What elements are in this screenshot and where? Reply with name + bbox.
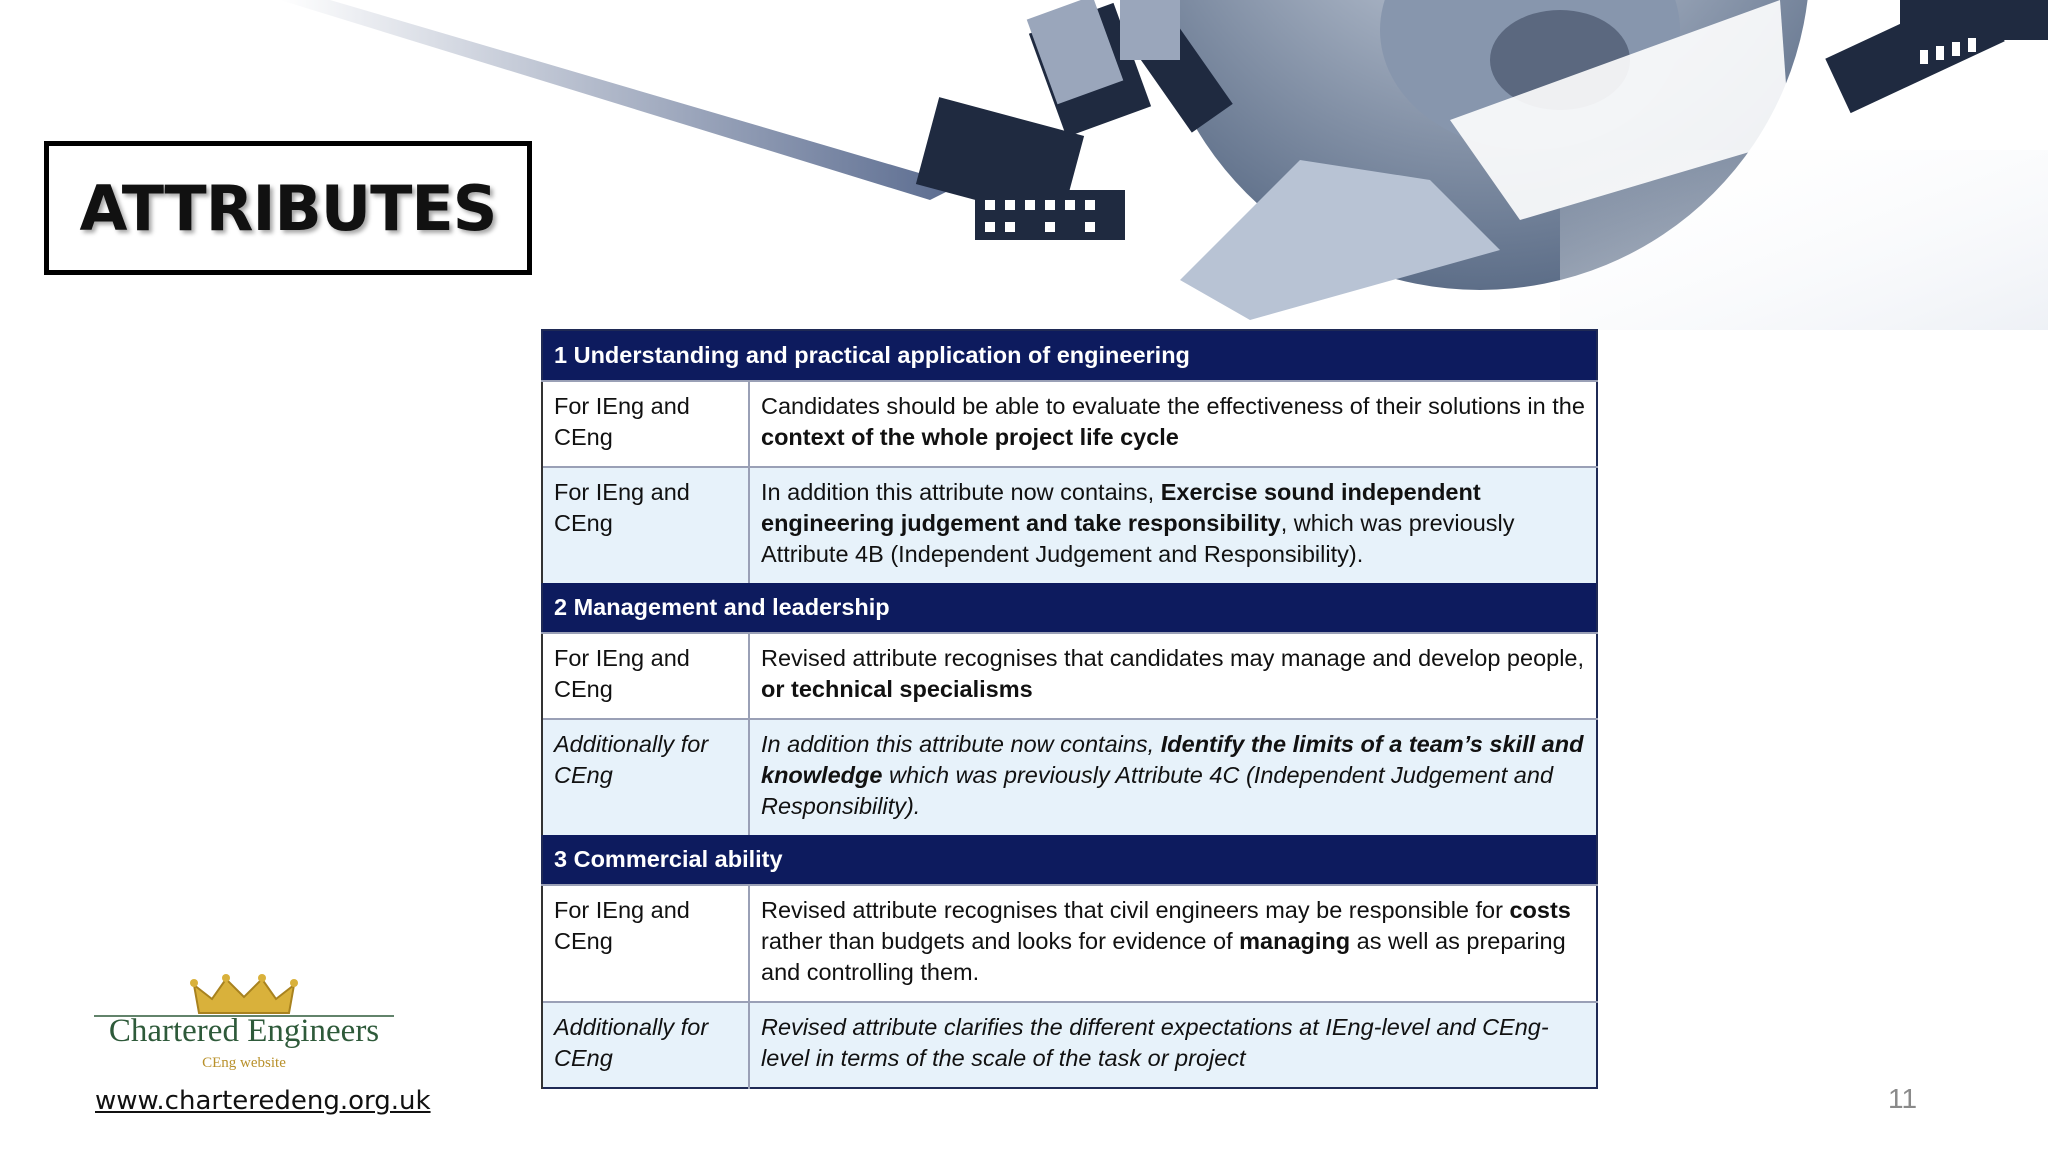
applies-to-cell: Additionally for CEng <box>542 1002 749 1088</box>
description-cell: In addition this attribute now contains, Exercise sound independent engineering judgement and take responsibility, which was previously Attribute 4B (Independent Judgement and Responsibility). <box>749 467 1597 583</box>
table-row <box>542 633 1597 719</box>
description-cell: Revised attribute recognises that candidates may manage and develop people, or technical specialisms <box>749 633 1597 719</box>
applies-to-cell: For IEng and CEng <box>542 467 749 583</box>
section-header-row <box>542 835 1597 885</box>
table-row <box>542 1002 1597 1088</box>
applies-to-cell: For IEng and CEng <box>542 633 749 719</box>
section-header: 2 Management and leadership <box>542 583 1597 633</box>
section-header: 1 Understanding and practical application of engineering <box>542 330 1597 381</box>
description-cell: In addition this attribute now contains, Identify the limits of a team’s skill and knowledge which was previously Attribute 4C (Independent Judgement and Responsibility). <box>749 719 1597 835</box>
section-header: 3 Commercial ability <box>542 835 1597 885</box>
table-row <box>542 381 1597 467</box>
table-row <box>542 885 1597 1002</box>
logo-name: Chartered Engineers <box>108 1013 380 1049</box>
section-header-row <box>542 330 1597 381</box>
description-cell: Candidates should be able to evaluate the effectiveness of their solutions in the context of the whole project life cycle <box>749 381 1597 467</box>
website-link[interactable]: www.charteredeng.org.uk <box>95 1086 431 1116</box>
table-row <box>542 719 1597 835</box>
chartered-engineers-logo <box>94 973 394 1078</box>
page-number: 11 <box>1888 1083 1918 1114</box>
description-cell: Revised attribute recognises that civil engineers may be responsible for costs rather than budgets and looks for evidence of managing as well as preparing and controlling them. <box>749 885 1597 1002</box>
description-cell: Revised attribute clarifies the different expectations at IEng-level and CEng-level in terms of the scale of the task or project <box>749 1002 1597 1088</box>
slide-title: ATTRIBUTES <box>79 171 497 245</box>
crown-icon <box>94 973 394 1017</box>
slide-title-box <box>44 141 532 275</box>
attributes-table <box>541 329 1598 1089</box>
applies-to-cell: Additionally for CEng <box>542 719 749 835</box>
applies-to-cell: For IEng and CEng <box>542 381 749 467</box>
logo-subtitle: CEng website <box>202 1055 286 1071</box>
section-header-row <box>542 583 1597 633</box>
table-row <box>542 467 1597 583</box>
applies-to-cell: For IEng and CEng <box>542 885 749 1002</box>
